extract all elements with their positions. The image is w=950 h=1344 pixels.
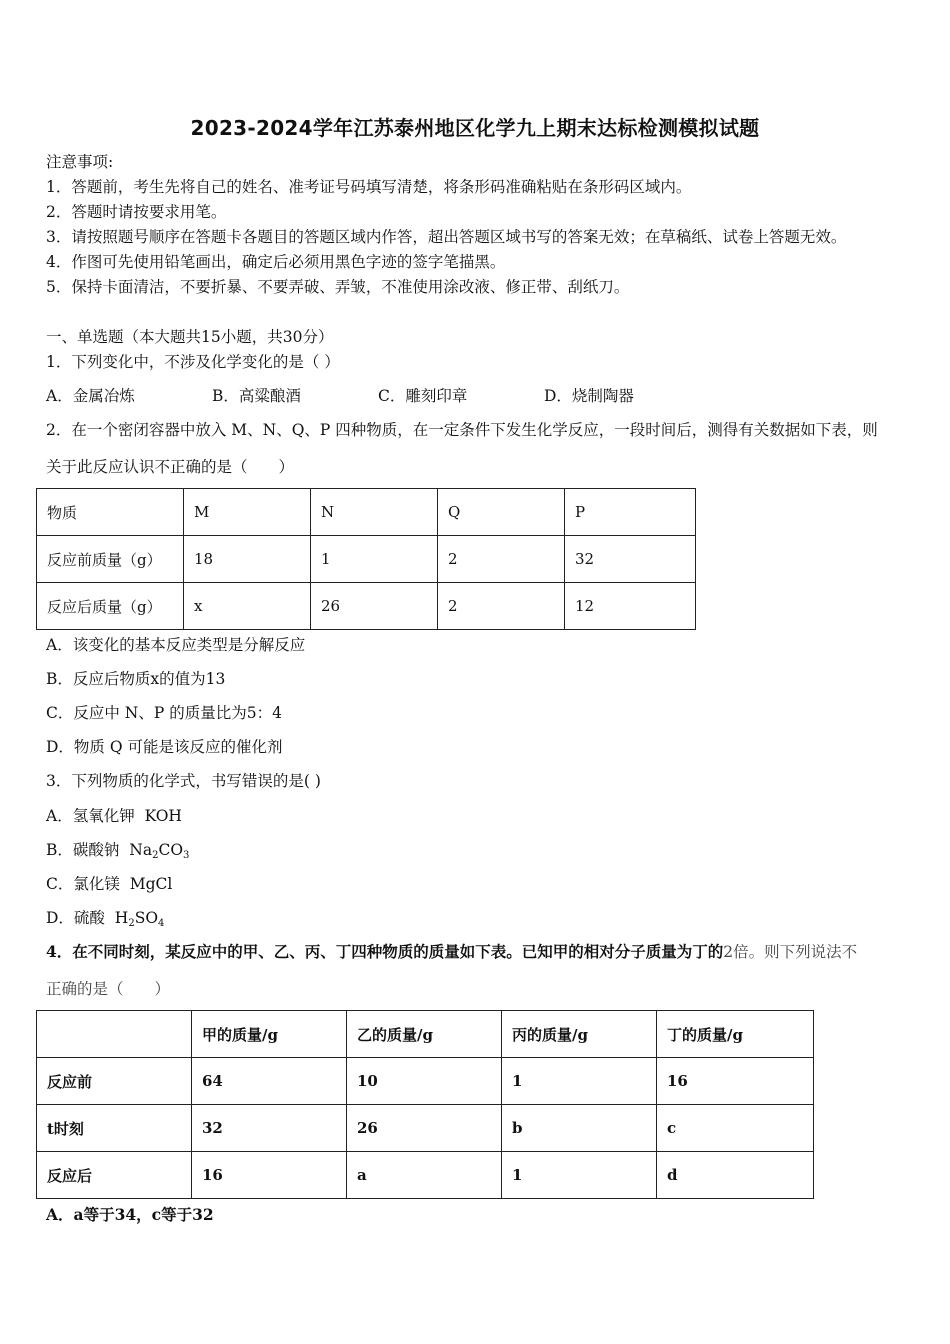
table-row: [37, 1058, 814, 1105]
table-cell: 反应后质量（g）: [37, 583, 184, 630]
formula-part: CO: [158, 841, 184, 859]
question-4-table: [36, 1010, 814, 1199]
formula-subscript: 2: [152, 850, 159, 861]
option-a: A．金属冶炼: [46, 387, 135, 405]
table-cell: 26: [311, 583, 438, 630]
question-2-option-c: C．反应中 N、P 的质量比为5：4: [46, 704, 282, 722]
chemical-formula: [115, 909, 165, 927]
formula-part: SO: [134, 909, 159, 927]
table-cell: d: [657, 1152, 814, 1199]
question-4-stem-bold: 4．在不同时刻，某反应中的甲、乙、丙、丁四种物质的质量如下表。已知甲的相对分子质量为丁的: [46, 942, 724, 961]
question-4-stem-rest: 2倍。则下列说法不: [723, 943, 858, 961]
question-4-stem: [46, 942, 857, 962]
question-3-option-d: [46, 908, 164, 928]
table-cell: Q: [438, 489, 565, 536]
notice-item: 1．答题前，考生先将自己的姓名、准考证号码填写清楚，将条形码准确粘贴在条形码区域内。: [46, 178, 692, 196]
table-cell: 32: [192, 1105, 347, 1152]
section-heading: 一、单选题（本大题共15小题，共30分）: [46, 328, 334, 346]
question-3-option-a: [46, 806, 182, 826]
table-row: [37, 1152, 814, 1199]
table-cell: 2: [438, 583, 565, 630]
question-1-options: [46, 386, 634, 406]
formula-part: H: [114, 909, 129, 927]
chemical-formula: KOH: [144, 807, 182, 825]
option-label: C．氯化镁: [46, 875, 120, 893]
option-label: B．碳酸钠: [46, 841, 120, 859]
table-cell: 26: [347, 1105, 502, 1152]
table-header-row: [37, 1011, 814, 1058]
table-cell: 丁的质量/g: [657, 1011, 814, 1058]
table-cell: a: [347, 1152, 502, 1199]
notice-item: 3．请按照题号顺序在答题卡各题目的答题区域内作答，超出答题区域书写的答案无效；在草稿纸、试卷上答题无效。: [46, 228, 847, 246]
table-cell: 16: [657, 1058, 814, 1105]
table-cell: M: [184, 489, 311, 536]
table-cell: 32: [565, 536, 696, 583]
table-cell: 1: [311, 536, 438, 583]
table-header-row: [37, 489, 696, 536]
notice-item: 2．答题时请按要求用笔。: [46, 203, 227, 221]
table-cell: 18: [184, 536, 311, 583]
notice-item: 4．作图可先使用铅笔画出，确定后必须用黑色字迹的签字笔描黑。: [46, 253, 506, 271]
formula-subscript: 3: [183, 850, 190, 861]
table-cell: 甲的质量/g: [192, 1011, 347, 1058]
page-title: 2023-2024学年江苏泰州地区化学九上期末达标检测模拟试题: [190, 116, 760, 140]
table-cell: 10: [347, 1058, 502, 1105]
question-3-stem: 3．下列物质的化学式，书写错误的是( ): [46, 772, 321, 790]
table-row: [37, 583, 696, 630]
option-b: B．高粱酿酒: [212, 387, 301, 405]
table-cell: 64: [192, 1058, 347, 1105]
question-4-stem: 正确的是（ ）: [46, 980, 171, 998]
question-2-table: [36, 488, 696, 630]
table-cell: x: [184, 583, 311, 630]
table-cell: t时刻: [37, 1105, 192, 1152]
question-2-option-a: A．该变化的基本反应类型是分解反应: [46, 636, 306, 654]
table-cell: 物质: [37, 489, 184, 536]
table-cell: 丙的质量/g: [502, 1011, 657, 1058]
formula-subscript: 2: [128, 918, 135, 929]
table-row: [37, 1105, 814, 1152]
formula-subscript: 4: [158, 918, 165, 929]
table-cell: 反应后: [37, 1152, 192, 1199]
table-cell: 2: [438, 536, 565, 583]
question-2-option-b: B．反应后物质x的值为13: [46, 670, 226, 688]
table-cell: c: [657, 1105, 814, 1152]
question-3-option-b: [46, 840, 189, 860]
chemical-formula: MgCl: [129, 875, 173, 893]
option-label: A．氢氧化钾: [46, 807, 135, 825]
option-label: D．硫酸: [46, 909, 105, 927]
notice-item: 5．保持卡面清洁，不要折暴、不要弄破、弄皱，不准使用涂改液、修正带、刮纸刀。: [46, 278, 630, 296]
table-cell: b: [502, 1105, 657, 1152]
table-cell: P: [565, 489, 696, 536]
table-cell: 反应前: [37, 1058, 192, 1105]
formula-part: Na: [129, 841, 153, 859]
table-cell: [37, 1011, 192, 1058]
table-cell: 12: [565, 583, 696, 630]
table-cell: 1: [502, 1058, 657, 1105]
chemical-formula: [129, 841, 189, 859]
question-2-stem: 关于此反应认识不正确的是（ ）: [46, 458, 295, 476]
question-4-option-a: A．a等于34，c等于32: [46, 1205, 214, 1224]
notice-heading: 注意事项:: [46, 153, 114, 171]
table-cell: 乙的质量/g: [347, 1011, 502, 1058]
question-1-stem: 1．下列变化中，不涉及化学变化的是（ ）: [46, 353, 340, 371]
table-row: [37, 536, 696, 583]
table-cell: 反应前质量（g）: [37, 536, 184, 583]
question-3-option-c: [46, 874, 172, 894]
option-d: D．烧制陶器: [544, 387, 634, 405]
table-cell: 16: [192, 1152, 347, 1199]
table-cell: N: [311, 489, 438, 536]
option-c: C．雕刻印章: [378, 387, 468, 405]
table-cell: 1: [502, 1152, 657, 1199]
question-2-option-d: D．物质 Q 可能是该反应的催化剂: [46, 738, 283, 756]
question-2-stem: 2．在一个密闭容器中放入 M、N、Q、P 四种物质，在一定条件下发生化学反应，一段时间后，测得有关数据如下表，则: [46, 421, 878, 439]
